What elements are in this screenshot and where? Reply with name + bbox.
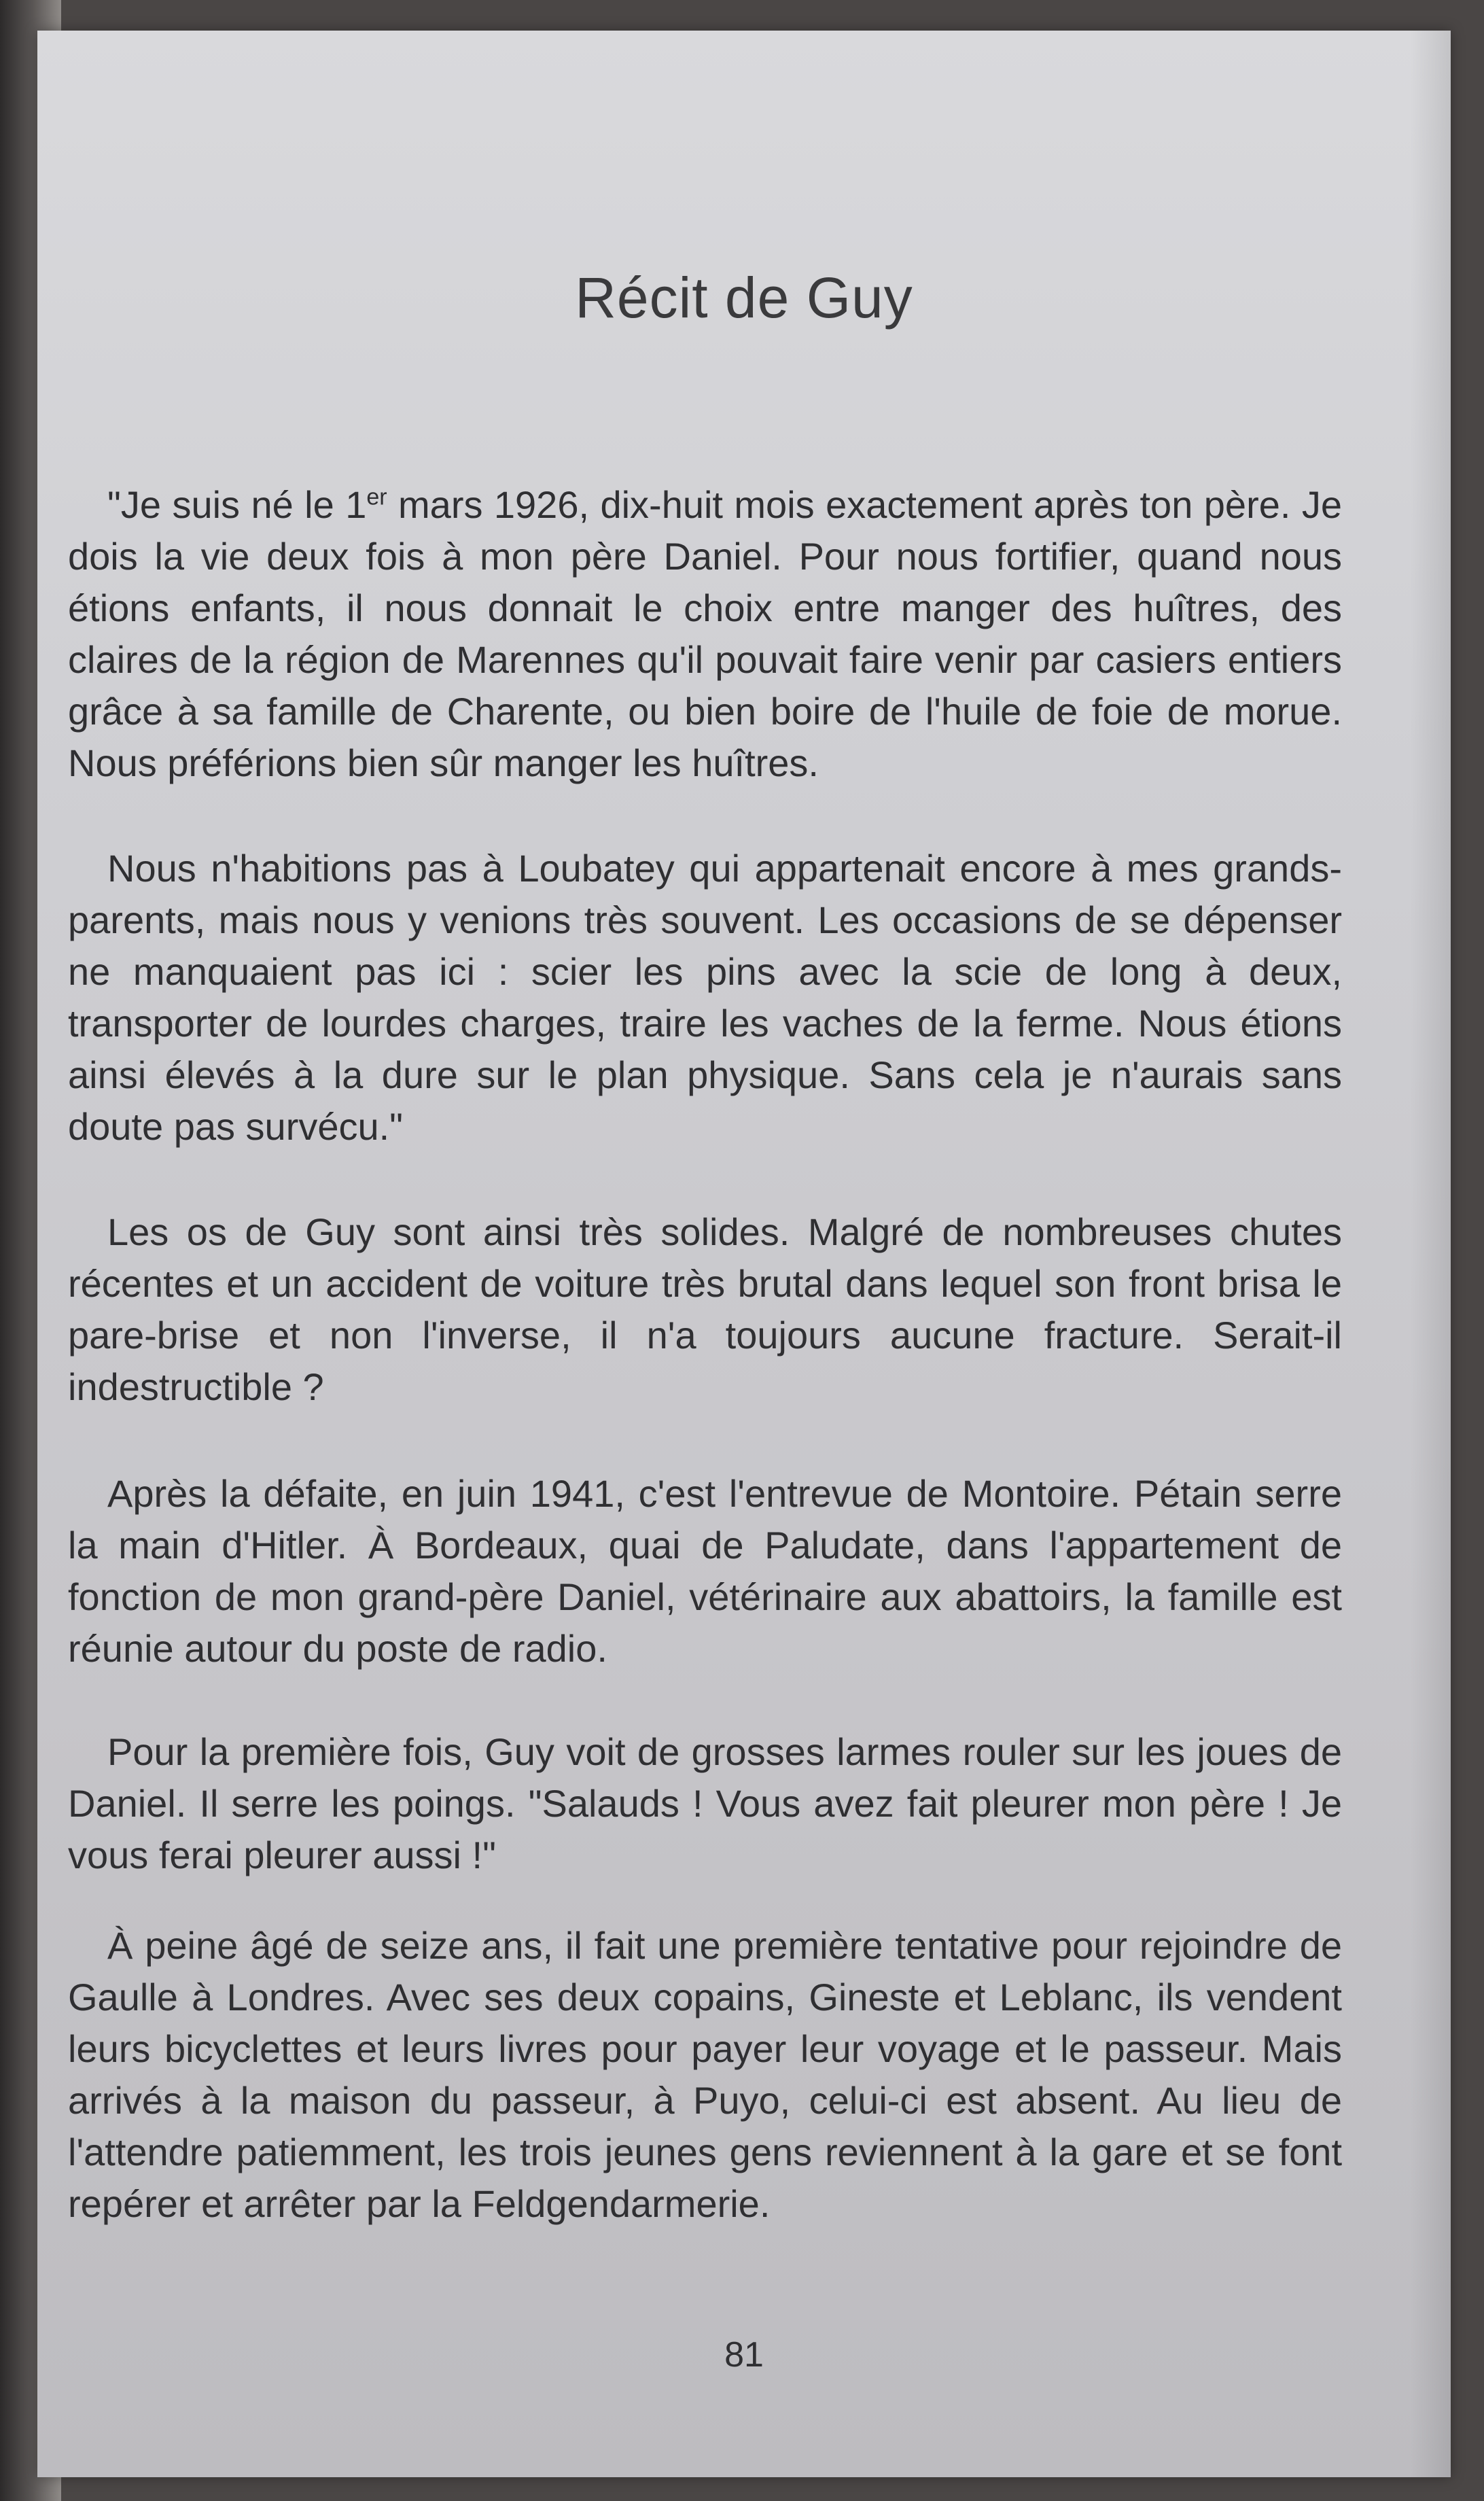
paragraph-1-rest: mars 1926, dix-huit mois exactement après ton père. Je dois la vie deux fois à mon père Daniel. Pour nous fortifier, quand nous étions enfants, il nous donnait le choix entre manger des huîtres, des claires de la région de Marennes qu'il pouvait faire venir par casiers entiers grâce à sa famille de Charente, ou bien boire de l'huile de foie de morue. Nous préférions bien sûr manger les huîtres. [68, 483, 1342, 784]
paragraph-3: Les os de Guy sont ainsi très solides. Malgré de nombreuses chutes récentes et un accident de voiture très brutal dans lequel son front brisa le pare-brise et non l'inverse, il n'a toujours aucune fracture. Serait-il indestructible ? [68, 1210, 1342, 1408]
page-number: 81 [724, 2335, 764, 2375]
paragraph-4: Après la défaite, en juin 1941, c'est l'entrevue de Montoire. Pétain serre la main d'Hitler. À Bordeaux, quai de Paludate, dans l'appartement de fonction de mon grand-père Daniel, vétérinaire aux abattoirs, la famille est réunie autour du poste de radio. [68, 1472, 1342, 1670]
book-page [37, 31, 1451, 2477]
paragraph-2: Nous n'habitions pas à Loubatey qui appartenait encore à mes grands-parents, mais nous y venions très souvent. Les occasions de se dépenser ne manquaient pas ici : scier les pins avec la scie de long à deux, transporter de lourdes charges, traire les vaches de la ferme. Nous étions ainsi élevés à la dure sur le plan physique. Sans cela je n'aurais sans doute pas survécu." [68, 847, 1342, 1148]
chapter-title: Récit de Guy [575, 266, 913, 330]
paragraph-5: Pour la première fois, Guy voit de grosses larmes rouler sur les joues de Daniel. Il serre les poings. "Salauds ! Vous avez fait pleurer mon père ! Je vous ferai pleurer aussi !" [68, 1730, 1342, 1876]
paragraph-1 [68, 479, 1342, 789]
page-edge-shading [1410, 31, 1451, 2477]
ordinal-superscript: er [366, 484, 387, 510]
paragraph-1-start: "Je suis né le 1 [107, 483, 367, 526]
paragraph-6: À peine âgé de seize ans, il fait une première tentative pour rejoindre de Gaulle à Londres. Avec ses deux copains, Gineste et Leblanc, ils vendent leurs bicyclettes et leurs livres pour payer leur voyage et le passeur. Mais arrivés à la maison du passeur, à Puyo, celui-ci est absent. Au lieu de l'attendre patiemment, les trois jeunes gens reviennent à la gare et se font repérer et arrêter par la Feldgendarmerie. [68, 1924, 1342, 2225]
